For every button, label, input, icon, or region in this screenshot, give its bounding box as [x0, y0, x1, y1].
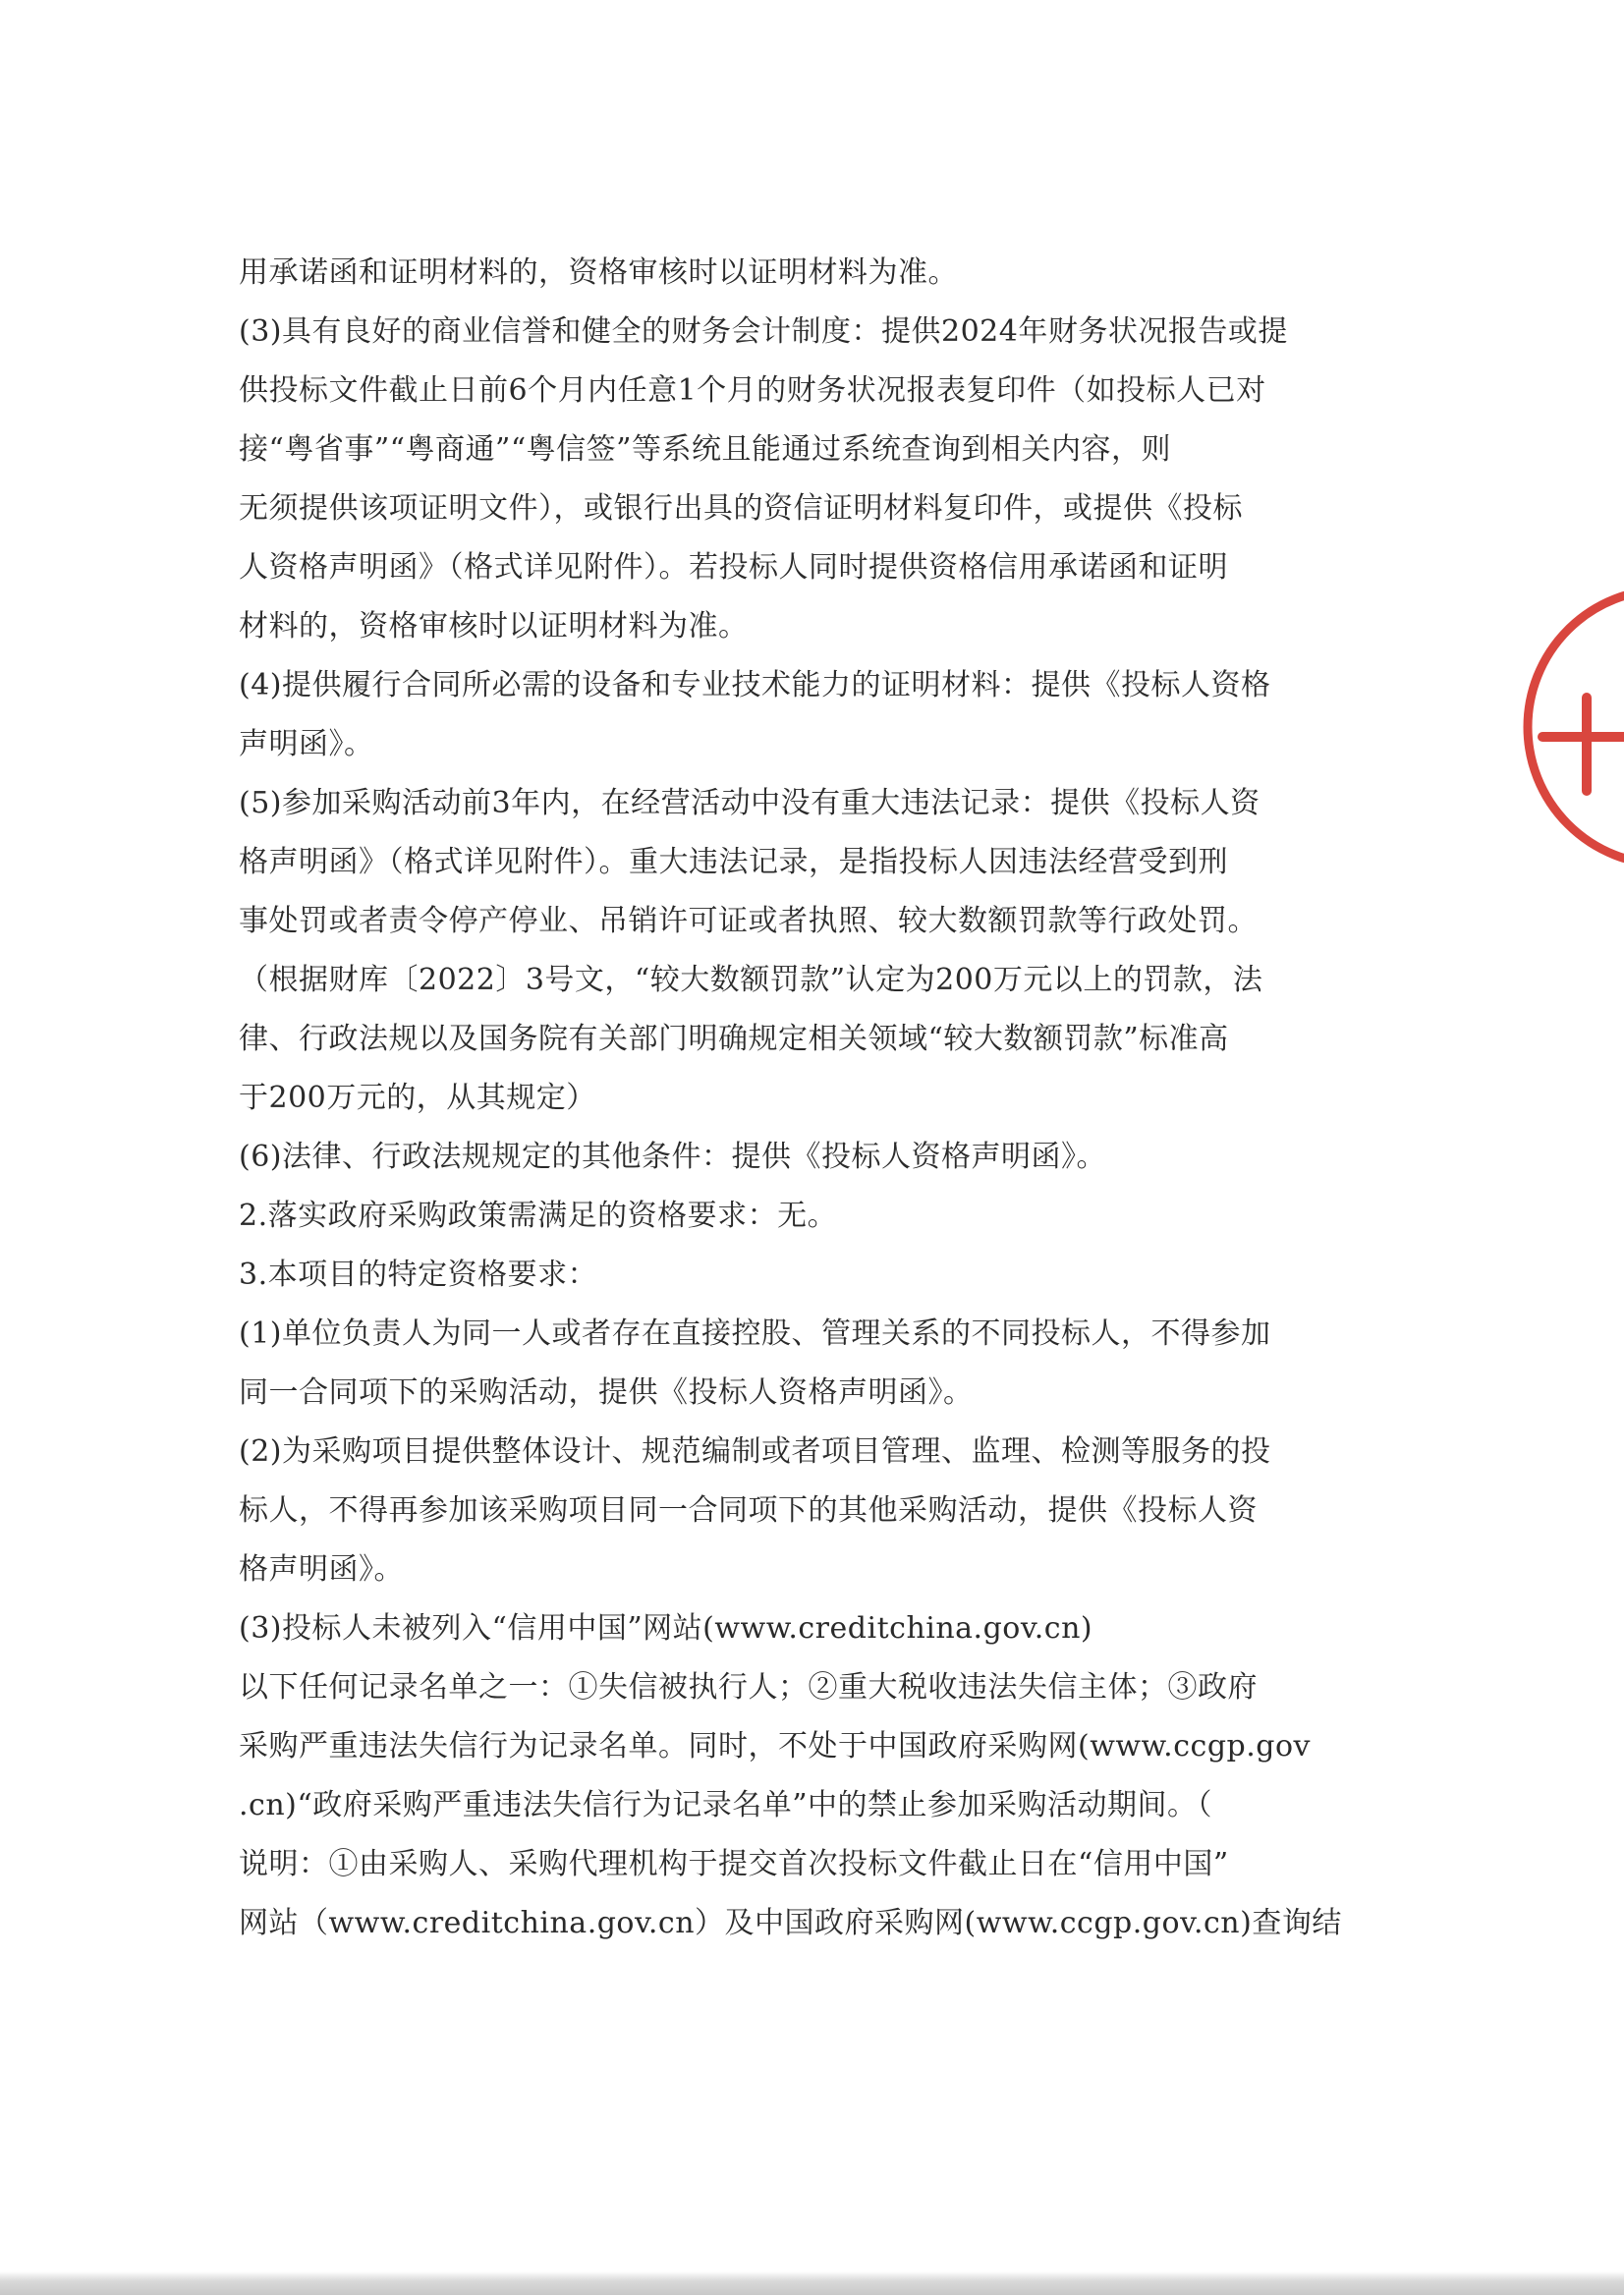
text-line: 材料的，资格审核时以证明材料为准。: [239, 609, 749, 644]
text-line: 声明函》。: [239, 727, 374, 761]
text-line: 2.落实政府采购政策需满足的资格要求：无。: [239, 1199, 838, 1233]
text-line: 律、行政法规以及国务院有关部门明确规定相关领域“较大数额罚款”标准高: [239, 1022, 1229, 1056]
text-line: 说明：①由采购人、采购代理机构于提交首次投标文件截止日在“信用中国”: [239, 1847, 1229, 1881]
text-line: 无须提供该项证明文件），或银行出具的资信证明材料复印件，或提供《投标: [239, 491, 1243, 526]
text-line: (4)提供履行合同所必需的设备和专业技术能力的证明材料：提供《投标人资格: [239, 668, 1271, 702]
text-line: 接“粤省事”“粤商通”“粤信签”等系统且能通过系统查询到相关内容，则: [239, 432, 1172, 467]
text-line: (5)参加采购活动前3年内，在经营活动中没有重大违法记录：提供《投标人资: [239, 786, 1260, 820]
text-line: 同一合同项下的采购活动，提供《投标人资格声明函》。: [239, 1375, 974, 1410]
text-line: 格声明函》。: [239, 1552, 404, 1587]
text-line: (1)单位负责人为同一人或者存在直接控股、管理关系的不同投标人，不得参加: [239, 1316, 1271, 1351]
text-line: 采购严重违法失信行为记录名单。同时，不处于中国政府采购网(www.ccgp.gov: [239, 1729, 1311, 1763]
text-line: (3)投标人未被列入“信用中国”网站(www.creditchina.gov.cn): [239, 1611, 1093, 1646]
text-line: 标人，不得再参加该采购项目同一合同项下的其他采购活动，提供《投标人资: [239, 1493, 1258, 1528]
text-line: (2)为采购项目提供整体设计、规范编制或者项目管理、监理、检测等服务的投: [239, 1434, 1271, 1469]
text-line: 网站（www.creditchina.gov.cn）及中国政府采购网(www.ccgp.gov.cn)查询结: [239, 1906, 1342, 1940]
text-line: 人资格声明函》（格式详见附件）。若投标人同时提供资格信用承诺函和证明: [239, 550, 1228, 585]
text-line: （根据财库〔2022〕3号文，“较大数额罚款”认定为200万元以上的罚款，法: [239, 963, 1263, 997]
text-line: (3)具有良好的商业信誉和健全的财务会计制度：提供2024年财务状况报告或提: [239, 314, 1288, 349]
text-line: 于200万元的，从其规定）: [239, 1081, 596, 1115]
text-line: 以下任何记录名单之一：①失信被执行人；②重大税收违法失信主体；③政府: [239, 1670, 1258, 1705]
text-line: 事处罚或者责令停产停业、吊销许可证或者执照、较大数额罚款等行政处罚。: [239, 904, 1258, 938]
text-line: 供投标文件截止日前6个月内任意1个月的财务状况报表复印件（如投标人已对: [239, 373, 1266, 408]
scan-bottom-edge: [0, 2271, 1624, 2295]
text-line: (6)法律、行政法规规定的其他条件：提供《投标人资格声明函》。: [239, 1140, 1106, 1174]
red-seal-stamp: [1484, 565, 1624, 889]
text-line: 格声明函》（格式详见附件）。重大违法记录，是指投标人因违法经营受到刑: [239, 845, 1228, 879]
text-line: 3.本项目的特定资格要求：: [239, 1258, 598, 1292]
document-body: [239, 244, 1342, 1953]
text-line: .cn)“政府采购严重违法失信行为记录名单”中的禁止参加采购活动期间。（: [239, 1788, 1213, 1822]
text-line: 用承诺函和证明材料的，资格审核时以证明材料为准。: [239, 255, 958, 290]
